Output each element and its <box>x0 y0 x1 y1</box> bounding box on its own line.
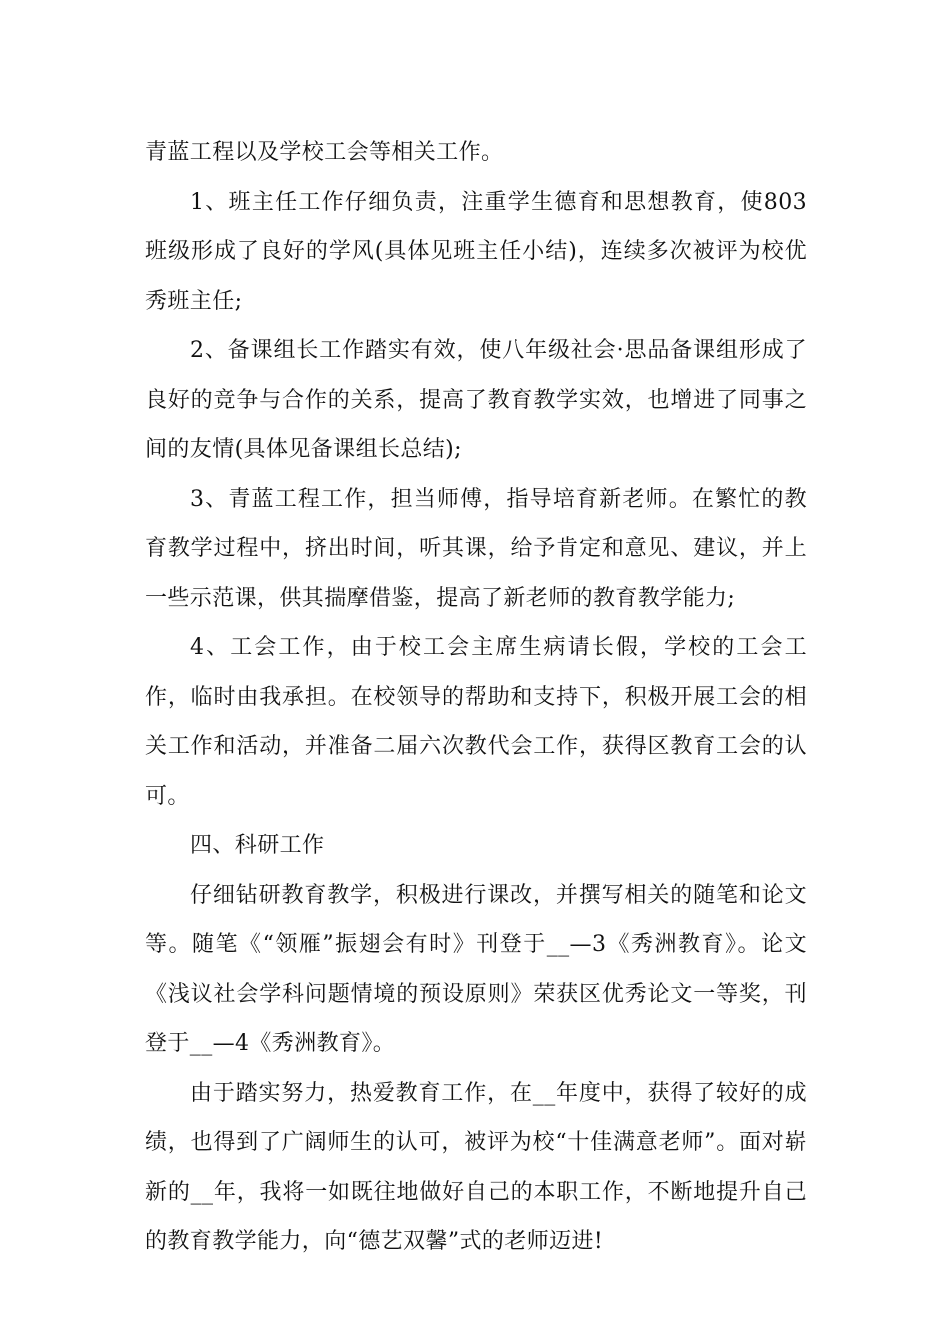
document-body <box>145 128 807 1267</box>
paragraph-continuation: 青蓝工程以及学校工会等相关工作。 <box>145 140 504 165</box>
paragraph-item-4: 4、工会工作，由于校工会主席生病请长假，学校的工会工作，临时由我承担。在校领导的帮助和支持下，积极开展工会的相关工作和活动，并准备二届六次教代会工作，获得区教育工会的认可。 <box>145 635 807 809</box>
paragraph-conclusion: 由于踏实努力，热爱教育工作，在__年度中，获得了较好的成绩，也得到了广阔师生的认可，被评为校“十佳满意老师”。面对崭新的__年，我将一如既往地做好自己的本职工作，不断地提升自己的教育教学能力，向“德艺双馨”式的老师迈进! <box>145 1080 807 1254</box>
paragraph-item-1: 1、班主任工作仔细负责，注重学生德育和思想教育，使803班级形成了良好的学风(具体见班主任小结)，连续多次被评为校优秀班主任; <box>145 189 807 314</box>
paragraph-item-2: 2、备课组长工作踏实有效，使八年级社会·思品备课组形成了良好的竞争与合作的关系，提高了教育教学实效，也增进了同事之间的友情(具体见备课组长总结); <box>145 338 807 462</box>
paragraph-research: 仔细钻研教育教学，积极进行课改，并撰写相关的随笔和论文等。随笔《“领雁”振翅会有时》刊登于__—3《秀洲教育》。论文《浅议社会学科问题情境的预设原则》荣获区优秀论文一等奖，刊登于__—4《秀洲教育》。 <box>145 882 807 1056</box>
paragraph-item-3: 3、青蓝工程工作，担当师傅，指导培育新老师。在繁忙的教育教学过程中，挤出时间，听其课，给予肯定和意见、建议，并上一些示范课，供其揣摩借鉴，提高了新老师的教育教学能力; <box>145 486 807 611</box>
section-heading-research: 四、科研工作 <box>190 833 325 858</box>
